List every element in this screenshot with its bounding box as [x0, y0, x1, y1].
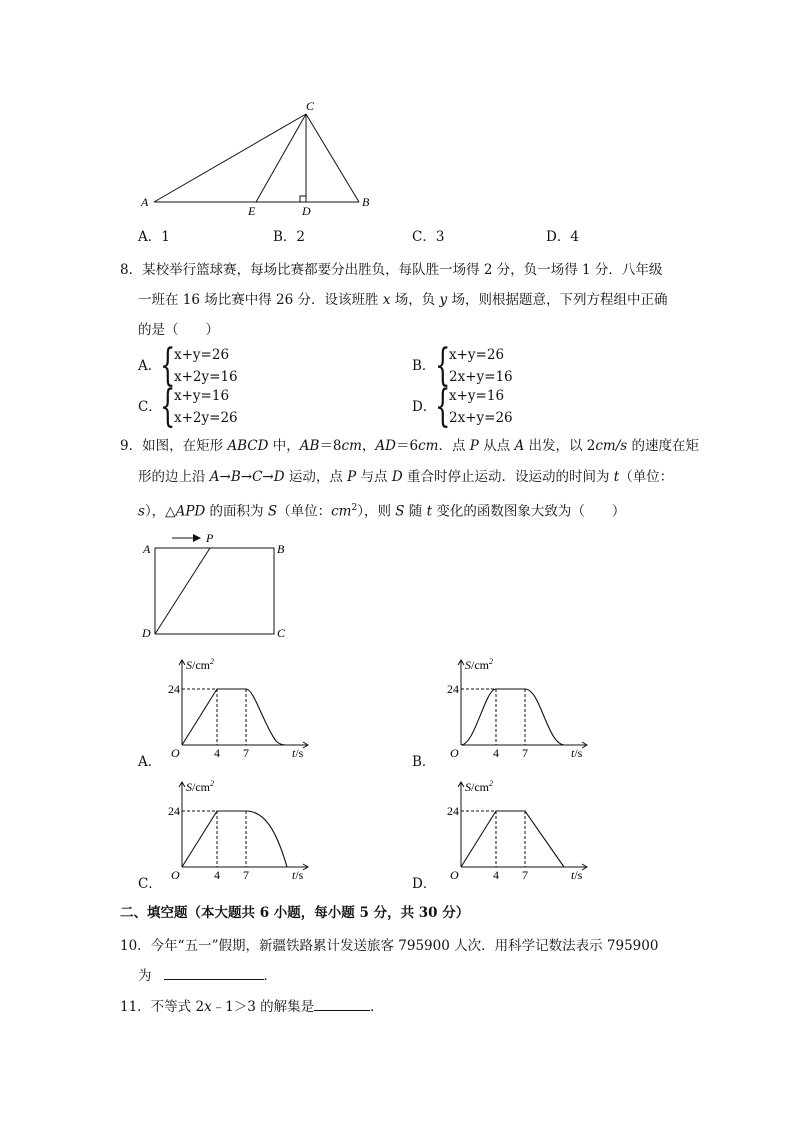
q8-option-a-system: x+y=26 x+2y=16 [174, 347, 238, 385]
function-curve [182, 689, 286, 745]
q8-option-c-system: x+y=16 x+2y=26 [174, 388, 238, 426]
q8-option-b-brace: { [435, 340, 451, 391]
x-tick-4: 4 [214, 868, 220, 880]
x-tick-7: 7 [522, 868, 528, 880]
function-curve [461, 689, 565, 745]
rect-label-p: P [206, 531, 214, 545]
q10-line-2: 为 ． [138, 968, 277, 984]
q8-option-b-system: x+y=26 2x+y=16 [449, 347, 513, 385]
q9-option-b-label: B． [412, 754, 436, 770]
q8-option-c-brace: { [160, 381, 176, 432]
label-e: E [248, 204, 256, 218]
label-a: A [141, 195, 149, 209]
q8-option-d-label: D． [412, 399, 437, 415]
q9-option-c-label: C． [138, 876, 162, 892]
y-tick-24: 24 [168, 804, 180, 818]
q8-line-2: 一班在 16 场比赛中得 26 分．设该班胜 x 场，负 y 场，则根据题意，下列方程组中正确 [138, 292, 668, 308]
q7-option-d: D．4 [546, 229, 579, 245]
q8-option-a-label: A． [138, 358, 162, 374]
q8-line-3: 的是（ ） [138, 322, 219, 338]
rect-label-b: B [277, 542, 285, 556]
q7-option-c: C．3 [412, 229, 445, 245]
rectangle-figure [138, 530, 298, 645]
y-tick-24: 24 [447, 682, 459, 696]
x-tick-4: 4 [493, 868, 499, 880]
graph-option-a [165, 655, 315, 758]
y-axis-label: $S/cm^2$ [186, 779, 214, 794]
y-axis-label: $S/cm^2$ [186, 657, 214, 672]
q7-option-b: B．2 [273, 229, 306, 245]
q8-option-a-brace: { [160, 340, 176, 391]
graph-option-d [444, 777, 594, 880]
origin-label: O [171, 868, 180, 880]
q9-line-1: 9．如图，在矩形 ABCD 中，AB＝8cm，AD＝6cm．点 P 从点 A 出发，以 2cm/s 的速度在矩 [120, 438, 699, 454]
function-curve [461, 811, 564, 867]
x-tick-7: 7 [522, 746, 528, 758]
q9-option-d-label: D． [412, 876, 437, 892]
q9-line-3: s），△APD 的面积为 S（单位：$cm^2$），则 S 随 t 变化的函数图象大致为（ ） [138, 503, 626, 520]
graph-option-b [444, 655, 594, 758]
graph-option-c [165, 777, 315, 880]
q8-option-d-system: x+y=16 2x+y=26 [449, 388, 513, 426]
y-tick-24: 24 [168, 682, 180, 696]
x-axis-label: t/s [292, 746, 304, 758]
q8-option-b-label: B． [412, 358, 436, 374]
triangle-figure [130, 96, 390, 224]
label-d: D [302, 204, 311, 218]
x-axis-label: t/s [571, 746, 583, 758]
y-tick-24: 24 [447, 804, 459, 818]
x-tick-4: 4 [493, 746, 499, 758]
x-tick-7: 7 [243, 868, 249, 880]
q8-line-1: 8．某校举行篮球赛，每场比赛都要分出胜负，每队胜一场得 2 分，负一场得 1 分．八年级 [120, 262, 663, 278]
rect-label-d: D [142, 626, 151, 640]
y-axis-label: $S/cm^2$ [465, 657, 493, 672]
origin-label: O [450, 868, 459, 880]
x-tick-7: 7 [243, 746, 249, 758]
q10-answer-blank[interactable] [164, 979, 264, 980]
x-axis-label: t/s [571, 868, 583, 880]
label-c: C [306, 99, 315, 113]
x-axis-label: t/s [292, 868, 304, 880]
q7-option-a: A．1 [138, 229, 170, 245]
q11-answer-blank[interactable] [314, 1010, 370, 1011]
origin-label: O [450, 746, 459, 758]
q11-line: 11．不等式 2x﹣1＞3 的解集是 ． [120, 999, 384, 1015]
function-curve [182, 811, 287, 867]
q8-option-d-brace: { [435, 381, 451, 432]
q9-line-2: 形的边上沿 A→B→C→D 运动，点 P 与点 D 重合时停止运动．设运动的时间为 t（单位： [138, 469, 674, 485]
q8-option-c-label: C． [138, 399, 162, 415]
label-b: B [362, 195, 370, 209]
y-axis-label: $S/cm^2$ [465, 779, 493, 794]
section-title: 二、填空题（本大题共 6 小题，每小题 5 分，共 30 分） [120, 905, 470, 921]
rect-label-a: A [143, 542, 151, 556]
q10-line-1: 10．今年“五一”假期，新疆铁路累计发送旅客 795900 人次．用科学记数法表示 795900 [120, 938, 659, 954]
rect-label-c: C [277, 626, 286, 640]
x-tick-4: 4 [214, 746, 220, 758]
q9-option-a-label: A． [138, 754, 162, 770]
origin-label: O [171, 746, 180, 758]
